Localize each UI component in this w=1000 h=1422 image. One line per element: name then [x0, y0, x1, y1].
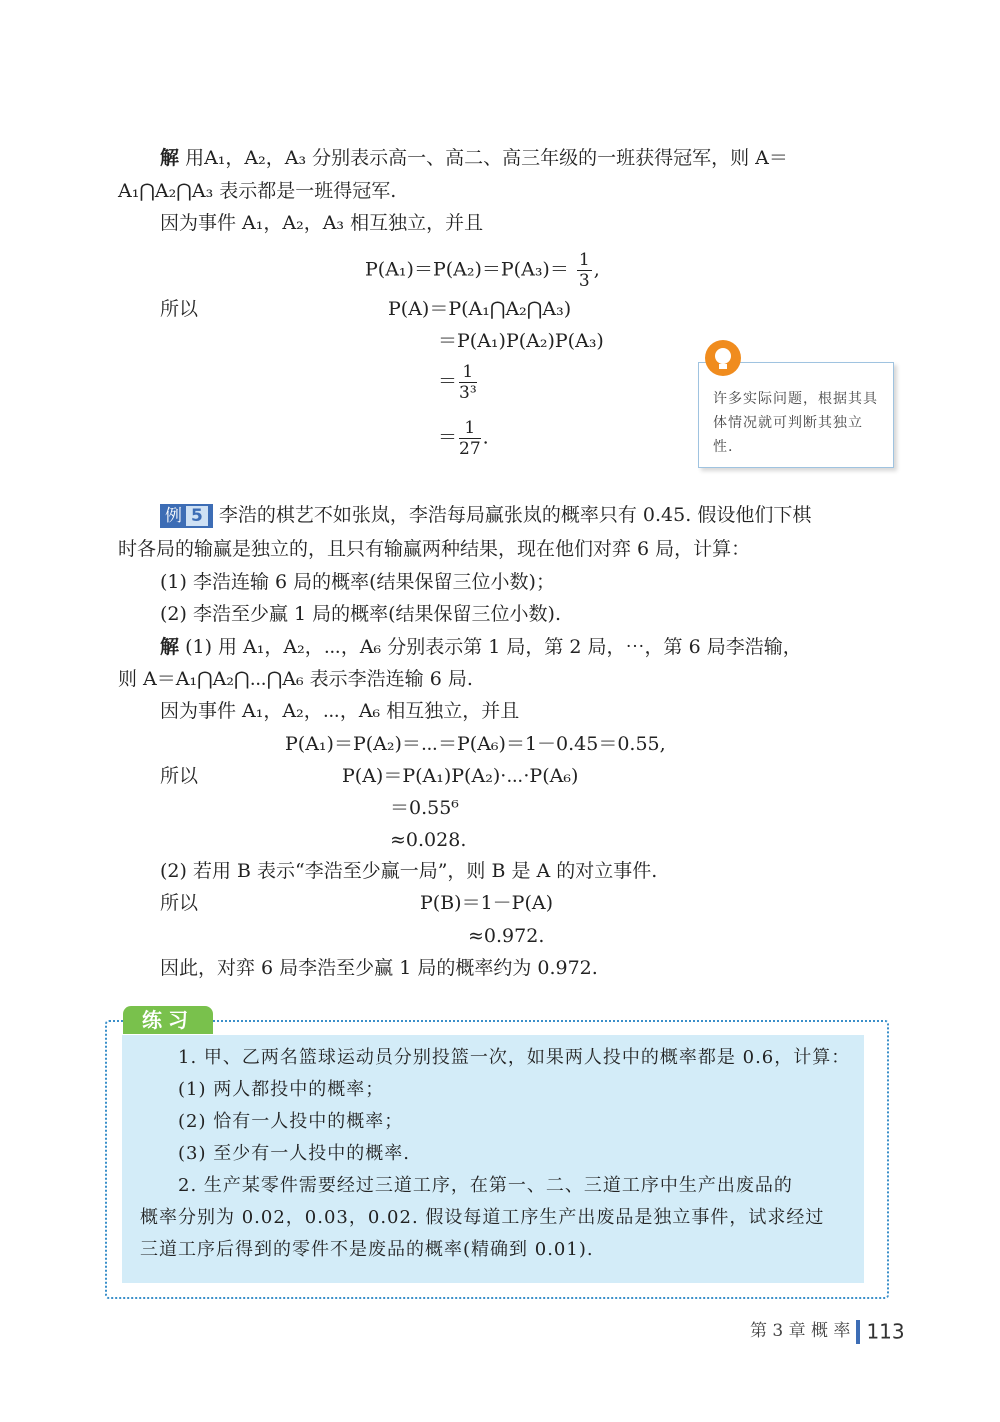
- solution-label: 解: [160, 636, 180, 658]
- so-label-3: 所以: [160, 892, 199, 914]
- example-5-equation-2: P(A)＝P(A₁)P(A₂)·⋯·P(A₆): [342, 765, 579, 787]
- fraction-numerator: 1: [578, 250, 590, 270]
- equation-2: P(A)＝P(A₁⋂A₂⋂A₃): [388, 298, 572, 320]
- equation-3: ＝P(A₁)P(A₂)P(A₃): [438, 330, 604, 352]
- exercise-problem-2-line-3: 三道工序后得到的零件不是废品的概率(精确到 0.01).: [140, 1239, 594, 1260]
- example-5-solution-3: 因为事件 A₁，A₂，⋯，A₆ 相互独立，并且: [160, 700, 520, 722]
- example-5-solution-2: 则 A＝A₁⋂A₂⋂⋯⋂A₆ 表示李浩连输 6 局.: [118, 668, 473, 690]
- example-5-equation-6: ≈0.972.: [468, 925, 545, 947]
- equation-1-text: P(A₁)＝P(A₂)＝P(A₃)＝: [365, 258, 569, 281]
- solution-text: (1) 用 A₁，A₂，⋯，A₆ 分别表示第 1 局，第 2 局，⋯，第 6 局李浩输，: [185, 636, 802, 658]
- example-5-line-1: [160, 502, 811, 528]
- equation-4: ＝ $\frac{1}{\text{3³}}$: [438, 362, 477, 403]
- fraction-numerator: 1: [459, 418, 481, 439]
- equation-5: ＝ $\frac{1}{27}$ .: [438, 418, 489, 459]
- solution-line-3: 因为事件 A₁，A₂，A₃ 相互独立，并且: [160, 212, 484, 234]
- tip-box: [698, 362, 894, 468]
- exercise-problem-1a: (1) 两人都投中的概率；: [178, 1079, 385, 1100]
- fraction-denominator: 3³: [459, 383, 477, 403]
- exercise-problem-1c: (3) 至少有一人投中的概率.: [178, 1143, 410, 1164]
- example-5-equation-3: ＝0.55⁶: [390, 797, 459, 819]
- fraction-one-over-27: [459, 418, 481, 459]
- fraction-denominator: 3: [578, 271, 590, 291]
- exercise-problem-2-line-2: 概率分别为 0.02，0.03，0.02. 假设每道工序生产出废品是独立事件，试求经过: [140, 1207, 825, 1228]
- solution-line-1: [160, 145, 788, 171]
- fraction-one-third: [577, 250, 592, 291]
- example-5-question-2: (2) 李浩至少赢 1 局的概率(结果保留三位小数).: [160, 603, 561, 625]
- example-badge-number: 5: [186, 506, 208, 526]
- example-5-text-1: 李浩的棋艺不如张岚，李浩每局赢张岚的概率只有 0.45. 假设他们下棋: [218, 504, 812, 526]
- solution-label: 解: [160, 147, 180, 169]
- example-5-equation-4: ≈0.028.: [390, 829, 467, 851]
- solution-line-2: A₁⋂A₂⋂A₃ 表示都是一班得冠军.: [118, 180, 397, 202]
- so-label-1: 所以: [160, 298, 199, 320]
- exercise-problem-1b: (2) 恰有一人投中的概率；: [178, 1111, 404, 1132]
- page-footer: [750, 1316, 905, 1344]
- exercise-problem-1: 1. 甲、乙两名篮球运动员分别投篮一次，如果两人投中的概率都是 0.6，计算：: [178, 1047, 851, 1068]
- fraction-denominator: 27: [459, 439, 481, 459]
- example-5-solution-1: [160, 634, 802, 660]
- example-5-conclusion: 因此，对弈 6 局李浩至少赢 1 局的概率约为 0.972.: [160, 957, 598, 979]
- tip-text: 许多实际问题，根据其具体情况就可判断其独立性.: [713, 391, 878, 455]
- equation-1: P(A₁)＝P(A₂)＝P(A₃)＝ $\frac{1}{3}$ ,: [365, 250, 600, 291]
- example-5-part-2: (2) 若用 B 表示“李浩至少赢一局”，则 B 是 A 的对立事件.: [160, 860, 658, 882]
- chapter-label: 第 3 章 概 率: [750, 1321, 851, 1341]
- footer-divider: [856, 1320, 860, 1344]
- so-label-2: 所以: [160, 765, 199, 787]
- example-5-question-1: (1) 李浩连输 6 局的概率(结果保留三位小数)；: [160, 571, 555, 593]
- fraction-one-over-three-cubed: [459, 362, 477, 403]
- fraction-numerator: 1: [459, 362, 477, 383]
- page-number: 113: [866, 1319, 905, 1344]
- exercise-tab: 练习: [123, 1006, 213, 1034]
- lightbulb-icon: [705, 340, 741, 376]
- example-badge-label: 例: [165, 506, 182, 526]
- example-5-line-2: 时各局的输赢是独立的，且只有输赢两种结果，现在他们对弈 6 局，计算：: [118, 538, 751, 560]
- solution-text-1: 用A₁，A₂，A₃ 分别表示高一、高二、高三年级的一班获得冠军，则 A＝: [185, 147, 788, 169]
- example-5-equation-1: P(A₁)＝P(A₂)＝⋯＝P(A₆)＝1－0.45＝0.55,: [285, 733, 666, 755]
- example-badge: [160, 504, 213, 528]
- exercise-problem-2-line-1: 2. 生产某零件需要经过三道工序，在第一、二、三道工序中生产出废品的: [178, 1175, 793, 1196]
- example-5-equation-5: P(B)＝1－P(A): [420, 892, 553, 914]
